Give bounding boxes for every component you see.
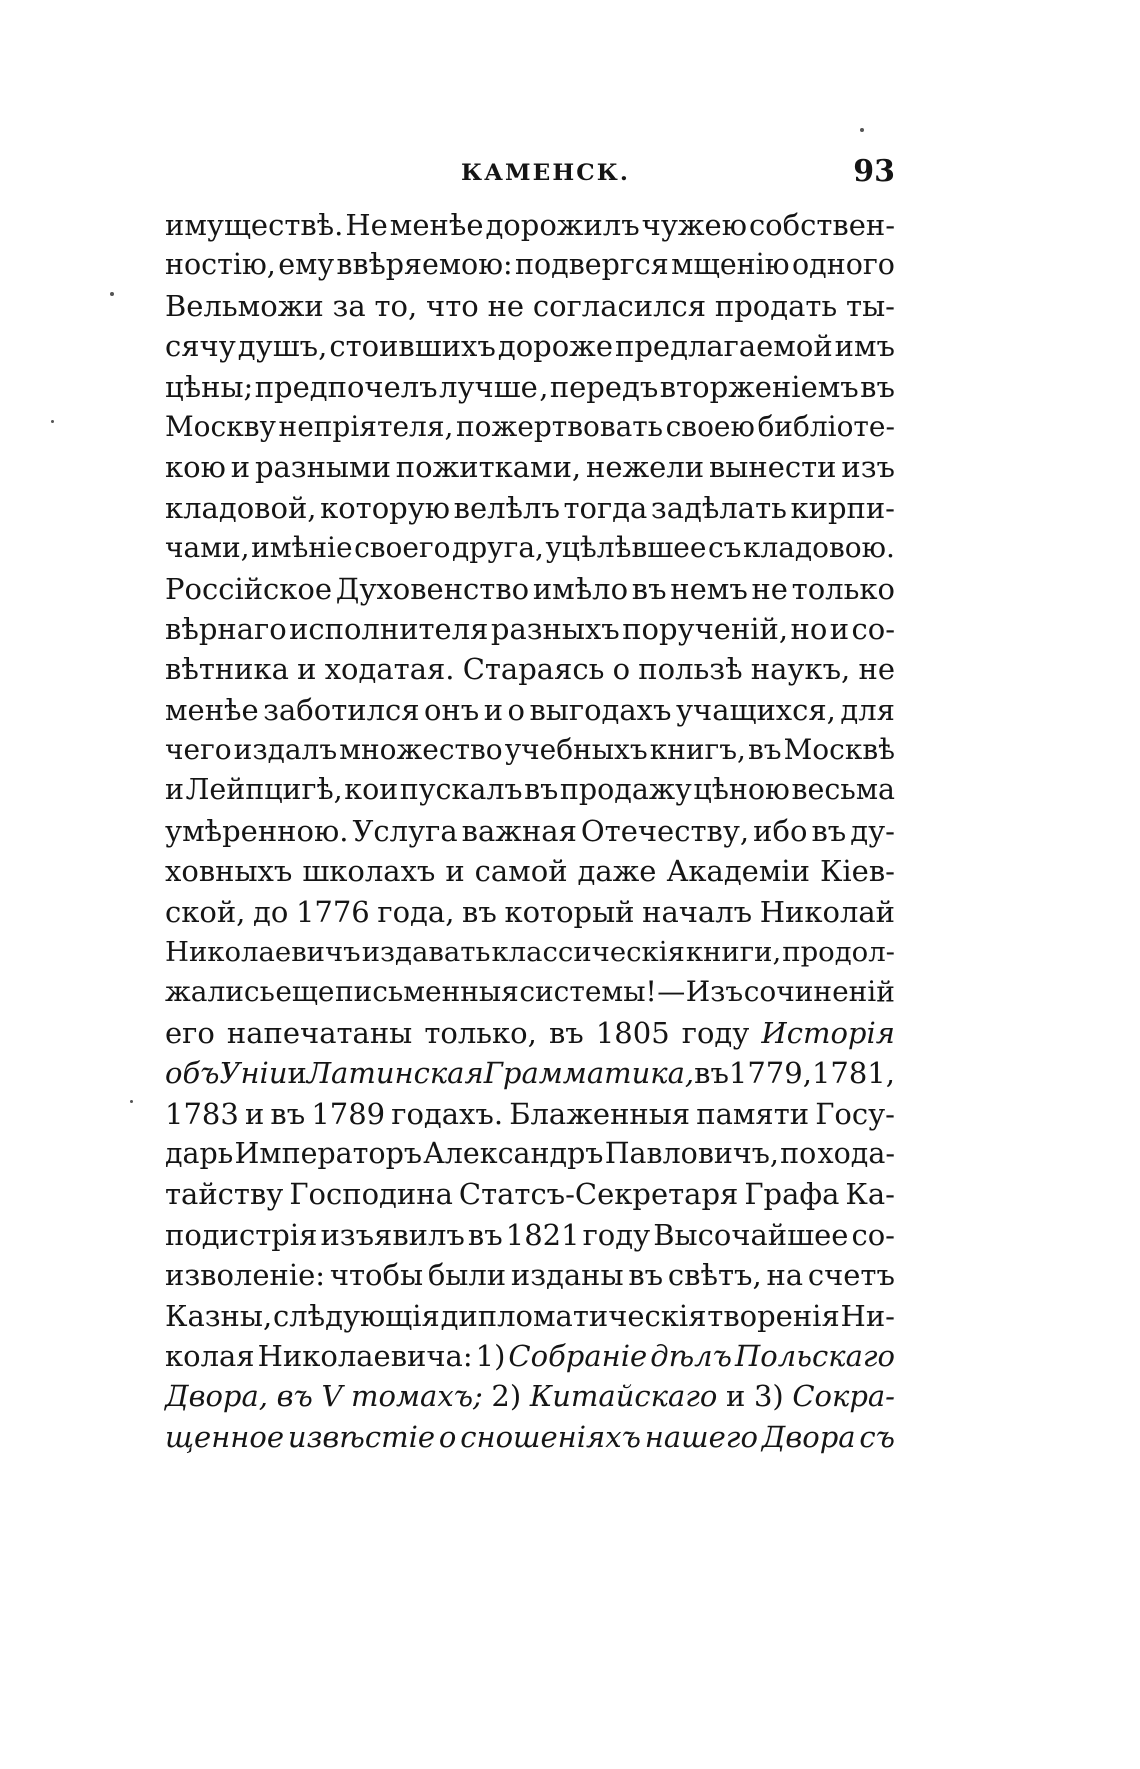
word: Исторія <box>761 1015 895 1050</box>
word: важная <box>461 813 577 848</box>
word: цѣны; <box>165 369 254 404</box>
word: не <box>751 571 788 606</box>
text-line <box>165 205 895 245</box>
word: ему <box>278 248 335 282</box>
word: только, <box>424 1015 537 1050</box>
word: передъ <box>549 369 659 404</box>
word: подвергся <box>515 248 669 282</box>
word: Услуга <box>352 813 458 848</box>
text-line <box>165 1296 895 1336</box>
word: и <box>483 692 504 727</box>
word: дѣлъ <box>650 1338 732 1373</box>
word: года, <box>377 894 455 929</box>
word: заботился <box>263 692 420 727</box>
word: ходатая. <box>324 652 455 687</box>
print-speck <box>860 128 864 132</box>
print-speck <box>130 1100 133 1103</box>
word: Кіев- <box>819 854 895 889</box>
word: своею <box>665 409 755 443</box>
word: въ <box>467 1217 503 1252</box>
word: 1776 <box>295 894 370 929</box>
text-line <box>165 1174 895 1214</box>
word: пускалъ <box>399 773 523 807</box>
word: V <box>321 1379 343 1414</box>
word: Казны, <box>165 1298 273 1333</box>
page-number: 93 <box>853 154 895 189</box>
text-line <box>165 1255 895 1295</box>
word: Китайскаго <box>529 1379 718 1414</box>
page-header <box>165 154 895 198</box>
word: издалъ <box>233 733 338 767</box>
text-line <box>165 1013 895 1053</box>
word: Академіи <box>666 854 810 889</box>
word: дорожилъ <box>485 208 640 242</box>
text-line <box>165 690 895 730</box>
word: ибо <box>753 813 808 848</box>
word: на <box>766 1258 804 1293</box>
text-line <box>165 649 895 689</box>
word: Москву <box>165 409 276 443</box>
word: и <box>230 450 251 485</box>
word: дарь <box>165 1136 234 1170</box>
word: цѣною <box>693 773 790 807</box>
word: о <box>438 1419 457 1454</box>
word: Изъ <box>685 975 744 1009</box>
word: выгодахъ <box>529 692 672 727</box>
word: имѣніе <box>251 531 353 565</box>
word: менѣе <box>165 692 259 727</box>
word: кладовою. <box>742 531 895 565</box>
text-line <box>165 528 895 568</box>
word: въ <box>270 1096 306 1131</box>
word: изъявилъ <box>320 1217 465 1252</box>
word: предлагаемой <box>615 329 833 364</box>
text-line <box>165 1336 895 1376</box>
word: подистрія <box>165 1217 318 1252</box>
text-line <box>165 811 895 851</box>
word: 1783 <box>165 1096 239 1131</box>
word: не <box>858 652 895 687</box>
word: въ <box>811 813 847 848</box>
text-line <box>165 609 895 649</box>
word: о <box>507 692 525 727</box>
word: Грамматика, <box>483 1056 695 1091</box>
word: напечатаны <box>226 1015 413 1050</box>
word: велѣлъ <box>453 490 560 525</box>
word: съ <box>859 1419 895 1454</box>
word: пожитками, <box>395 450 582 485</box>
word: школахъ <box>302 854 436 889</box>
word: лучше <box>439 369 538 404</box>
word: которую <box>320 490 451 525</box>
word: который <box>504 894 635 929</box>
word: собствен- <box>748 208 895 242</box>
body-text <box>165 205 895 1457</box>
word: библіоте- <box>757 409 895 443</box>
word: объ <box>165 1056 220 1091</box>
word: кирпи- <box>790 490 895 525</box>
word: менѣе <box>389 208 484 242</box>
word: 3) <box>753 1379 784 1414</box>
print-speck <box>110 292 114 296</box>
word: имѣло <box>532 571 629 606</box>
word: 1789 <box>311 1096 386 1131</box>
word: чтобы <box>329 1258 424 1293</box>
word: одного <box>792 248 895 282</box>
word: въ <box>276 1379 313 1414</box>
word: разными <box>254 450 391 485</box>
word: свѣтъ, <box>667 1258 762 1293</box>
word: годахъ. <box>391 1096 504 1131</box>
word: предпочелъ <box>254 369 438 404</box>
text-line <box>165 1134 895 1174</box>
word: томахъ; <box>351 1379 483 1414</box>
word: за <box>332 288 366 323</box>
running-head: КАМЕНСК. <box>460 160 631 186</box>
word: со- <box>851 611 895 646</box>
word: Высочайшее <box>653 1217 849 1252</box>
word: 1779, <box>728 1056 812 1091</box>
word: ты- <box>846 288 895 323</box>
word: продажу <box>559 773 692 807</box>
word: Латинская <box>306 1056 484 1091</box>
word: и <box>244 1096 265 1131</box>
word: но <box>790 611 828 646</box>
word: о <box>612 652 631 687</box>
text-line <box>165 1053 895 1093</box>
word: продол- <box>782 936 895 969</box>
word: системы! <box>519 975 657 1009</box>
word: Не <box>345 208 388 242</box>
word: издавать <box>361 936 491 969</box>
word: дороже <box>497 329 614 364</box>
word: чужею <box>641 208 747 242</box>
word: немъ <box>670 571 748 606</box>
text-line <box>165 326 895 366</box>
word: году <box>681 1015 750 1050</box>
word: Блаженныя <box>509 1096 691 1131</box>
word: вторженіемъ <box>659 369 859 404</box>
word: Уніи <box>219 1056 288 1091</box>
word: кои <box>344 773 399 807</box>
word: въ <box>548 1015 584 1050</box>
word: Ни- <box>840 1298 895 1333</box>
word: 1821 <box>505 1217 580 1252</box>
word: вѣтника <box>165 652 289 687</box>
word: ховныхъ <box>165 854 293 889</box>
text-line <box>165 730 895 770</box>
word: Отечеству, <box>580 813 750 848</box>
word: сочиненій <box>743 975 895 1009</box>
text-line <box>165 569 895 609</box>
word: книгъ, <box>649 733 746 767</box>
word: слѣдующія <box>272 1298 440 1333</box>
word: изволеніе: <box>165 1258 326 1293</box>
word: стоившихъ <box>329 329 496 364</box>
word: и <box>165 773 184 807</box>
word: въ <box>462 894 497 929</box>
word: кладовой, <box>165 490 317 525</box>
word: Москвѣ <box>783 733 895 767</box>
word: творенія <box>707 1298 840 1333</box>
word: Императоръ <box>234 1136 422 1170</box>
word: Николай <box>759 894 895 929</box>
word: Польскаго <box>735 1338 895 1373</box>
word: , <box>539 369 549 404</box>
word: Николаевичъ <box>165 936 361 969</box>
word: — <box>657 975 686 1009</box>
word: и <box>726 1379 746 1414</box>
word: имъ <box>834 329 895 364</box>
word: началъ <box>642 894 753 929</box>
word: еще <box>275 975 335 1009</box>
word: въ <box>694 1056 729 1091</box>
word: по <box>780 1136 817 1170</box>
text-line <box>165 1417 895 1457</box>
word: хода- <box>817 1136 895 1170</box>
text-line <box>165 447 895 487</box>
word: самой <box>474 854 568 889</box>
word: умѣренною. <box>165 813 349 848</box>
word: мщенію <box>671 248 790 282</box>
word: Вельможи <box>165 288 324 323</box>
word: нашего <box>644 1419 758 1454</box>
word: Двора, <box>165 1379 268 1414</box>
text-line <box>165 932 895 972</box>
word: Статсъ-Секретаря <box>458 1177 739 1212</box>
word: 1781, <box>811 1056 895 1091</box>
word: Стараясь <box>462 652 605 687</box>
word: были <box>427 1258 507 1293</box>
word: учащихся, <box>675 692 836 727</box>
word: непріятеля, <box>278 409 454 443</box>
word: Двора <box>761 1419 856 1454</box>
word: не <box>487 288 525 323</box>
word: Россійское <box>165 571 333 606</box>
word: до <box>253 894 289 929</box>
word: порученій, <box>622 611 789 646</box>
word: учебныхъ <box>504 733 648 767</box>
word: Госу- <box>815 1096 895 1131</box>
word: уцѣлѣвшее <box>545 531 707 565</box>
word: Духовенство <box>335 571 530 606</box>
word: имуществѣ. <box>165 208 344 242</box>
print-speck <box>51 420 54 423</box>
word: его <box>165 1015 215 1050</box>
word: Павловичъ, <box>604 1136 779 1170</box>
word: даже <box>577 854 657 889</box>
word: 1805 <box>595 1015 670 1050</box>
word: счетъ <box>807 1258 895 1293</box>
word: исполнителя <box>289 611 489 646</box>
word: чами, <box>165 531 250 565</box>
word: своего <box>354 531 451 565</box>
word: друга, <box>452 531 544 565</box>
word: со- <box>851 1217 895 1252</box>
word: тогда <box>563 490 648 525</box>
text-line <box>165 407 895 447</box>
word: пользѣ <box>638 652 743 687</box>
text-line <box>165 245 895 285</box>
word: множество <box>339 733 503 767</box>
word: согласился <box>532 288 707 323</box>
word: въ <box>628 1258 664 1293</box>
word: Лейпцигѣ, <box>185 773 343 807</box>
word: въ <box>631 571 667 606</box>
word: ской, <box>165 894 246 929</box>
word: душъ, <box>237 329 328 364</box>
text-line <box>165 892 895 932</box>
word: Ка- <box>845 1177 895 1212</box>
word: разныхъ <box>490 611 620 646</box>
word: въ <box>860 369 895 404</box>
text-line <box>165 1215 895 1255</box>
word: Николаевича: <box>257 1338 473 1373</box>
word: чего <box>165 733 232 767</box>
word: извѣстіе <box>287 1419 436 1454</box>
word: Графа <box>744 1177 840 1212</box>
word: ду- <box>850 813 895 848</box>
text-line <box>165 488 895 528</box>
word: колая <box>165 1338 255 1373</box>
text-line <box>165 1094 895 1134</box>
word: для <box>840 692 895 727</box>
word: задѣлать <box>650 490 787 525</box>
text-line <box>165 972 895 1012</box>
word: жались <box>165 975 275 1009</box>
word: Сокра- <box>792 1379 895 1414</box>
word: и <box>829 611 850 646</box>
word: сношеніяхъ <box>460 1419 641 1454</box>
word: Господина <box>289 1177 453 1212</box>
word: и <box>287 1056 307 1091</box>
word: классическія <box>491 936 685 969</box>
word: памяти <box>696 1096 810 1131</box>
word: въ <box>748 733 782 767</box>
word: то, <box>374 288 418 323</box>
text-line <box>165 367 895 407</box>
word: вѣрнаго <box>165 611 287 646</box>
text-line <box>165 770 895 810</box>
word: весьма <box>791 773 895 807</box>
word: Александръ <box>423 1136 604 1170</box>
word: вынести <box>708 450 837 485</box>
word: изданы <box>510 1258 624 1293</box>
word: Собраніе <box>508 1338 648 1373</box>
text-line <box>165 851 895 891</box>
word: книги, <box>685 936 782 969</box>
word: 1) <box>475 1338 506 1373</box>
text-line <box>165 286 895 326</box>
word: въ <box>524 773 559 807</box>
word: щенное <box>165 1419 285 1454</box>
word: что <box>426 288 479 323</box>
word: 2) <box>491 1379 522 1414</box>
word: изъ <box>841 450 895 485</box>
word: и <box>297 652 317 687</box>
word: онъ <box>424 692 480 727</box>
word: ностію, <box>165 248 276 282</box>
word: наукъ, <box>750 652 851 687</box>
text-line <box>165 1376 895 1416</box>
word: сячу <box>165 329 236 364</box>
word: году <box>582 1217 651 1252</box>
word: дипломатическія <box>440 1298 707 1333</box>
word: нежели <box>586 450 705 485</box>
word: письменныя <box>334 975 519 1009</box>
word: продать <box>714 288 838 323</box>
word: тайству <box>165 1177 284 1212</box>
word: кою <box>165 450 226 485</box>
word: съ <box>707 531 742 565</box>
word: и <box>445 854 465 889</box>
word: пожертвовать <box>455 409 664 443</box>
word: ввѣряемою: <box>336 248 513 282</box>
word: только <box>791 571 895 606</box>
